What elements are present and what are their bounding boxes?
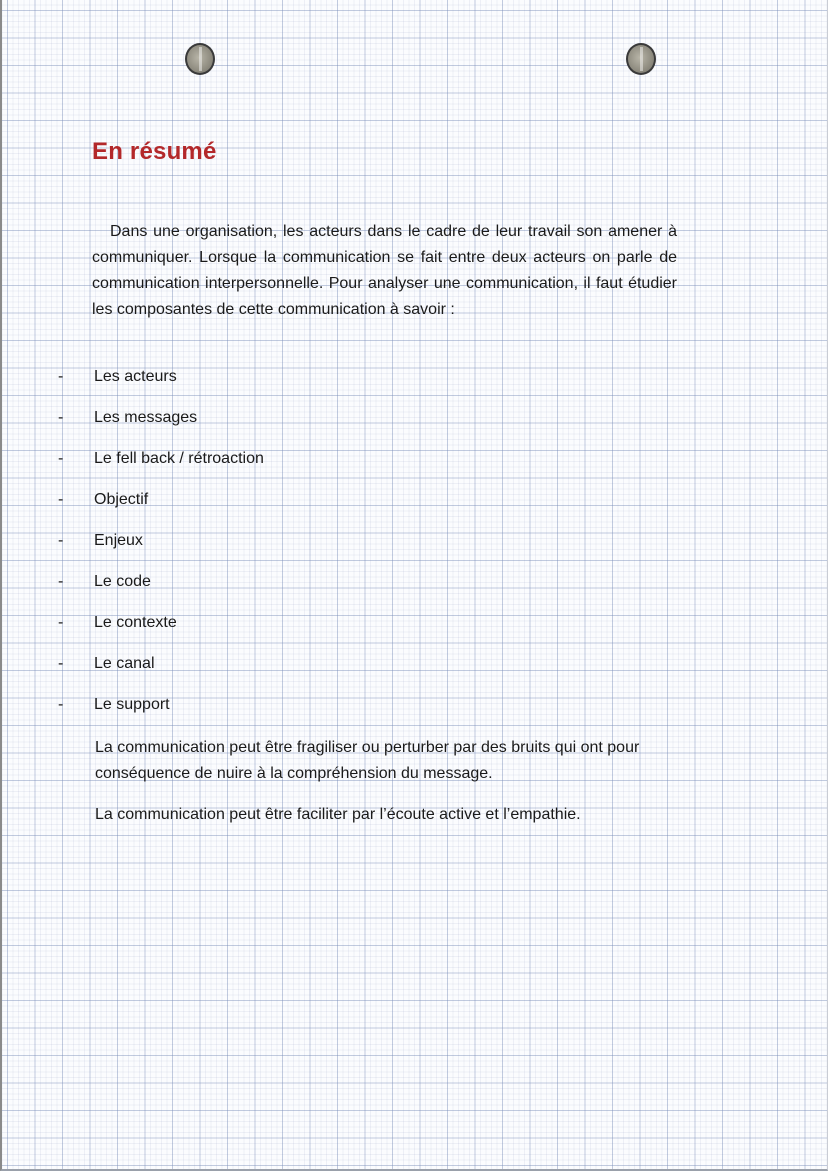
list-item-text: Le fell back / rétroaction xyxy=(94,450,264,467)
note-noise: La communication peut être fragiliser ou perturber par des bruits qui ont pour conséquence de nuire à la compréhension du message. xyxy=(95,739,640,782)
list-bullet: - xyxy=(58,450,64,467)
punch-hole-right xyxy=(626,43,656,75)
list-bullet: - xyxy=(58,655,64,672)
list-item-text: Le code xyxy=(94,573,151,590)
page-title: En résumé xyxy=(92,138,217,165)
list-bullet: - xyxy=(58,491,64,508)
list-bullet: - xyxy=(58,573,64,590)
list-item-text: Le contexte xyxy=(94,614,177,631)
list-item-text: Les acteurs xyxy=(94,368,177,385)
list-item-text: Le canal xyxy=(94,655,155,672)
list-item-text: Le support xyxy=(94,696,170,713)
intro-paragraph: Dans une organisation, les acteurs dans le cadre de leur travail son amener à communiquer. Lorsque la communication se fait entre deux acteurs on parle de communication interpersonnelle. Pour analyser une communication, il faut étudier les composantes de cette communication à savoir : xyxy=(92,223,677,318)
list-bullet: - xyxy=(58,409,64,426)
list-item-text: Les messages xyxy=(94,409,198,426)
punch-hole-left xyxy=(185,43,215,75)
list-bullet: - xyxy=(58,614,64,631)
list-bullet: - xyxy=(58,368,64,385)
list-item-text: Objectif xyxy=(94,491,149,508)
list-item-text: Enjeux xyxy=(94,532,143,549)
list-bullet: - xyxy=(58,696,64,713)
list-bullet: - xyxy=(58,532,64,549)
note-active-listening: La communication peut être faciliter par l’écoute active et l’empathie. xyxy=(95,806,581,823)
